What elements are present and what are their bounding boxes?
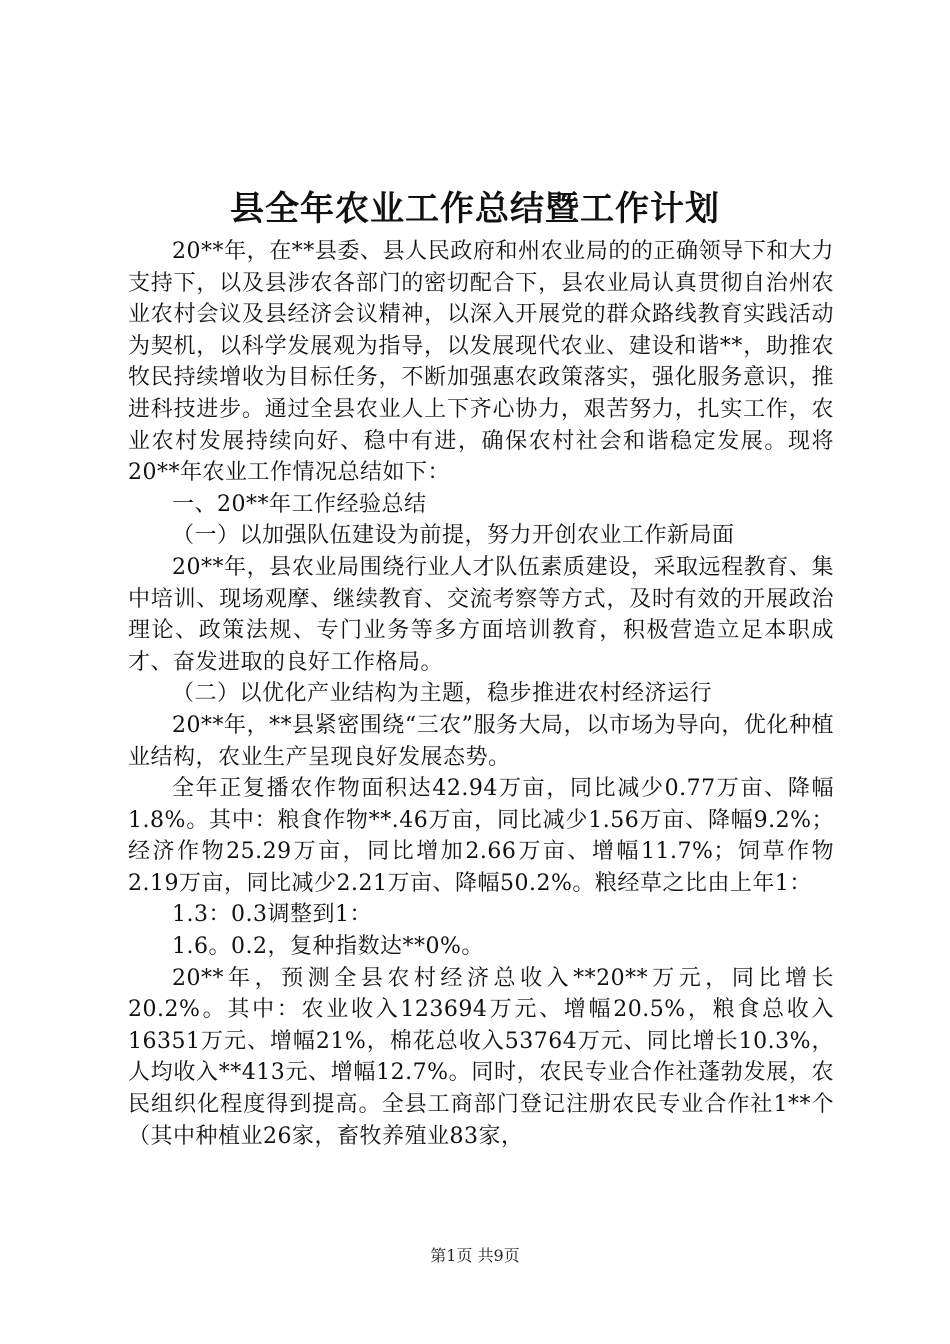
paragraph-ratio-1: 1.3：0.3调整到1： [172,902,372,928]
paragraph-team-building: 20**年，县农业局围绕行业人才队伍素质建设，采取远程教育、集中培训、现场观摩、继续教育、交流考察等方式，及时有效的开展政治理论、政策法规、专门业务等多方面培训教育，积极营造立足本职成才、奋发进取的良好工作格局。 [128,554,834,675]
paragraph-structure: 20**年，**县紧密围绕“三农”服务大局，以市场为导向，优化种植业结构，农业生产呈现良好发展态势。 [128,712,834,770]
paragraph-income: 20**年，预测全县农村经济总收入**20**万元，同比增长20.2%。其中：农业收入123694万元、增幅20.5%，粮食总收入16351万元、增幅21%，棉花总收入53764万元、同比增长10.3%，人均收入**413元、增幅12.7%。同时，农民专业合作社蓬勃发展，农民组织化程度得到提高。全县工商部门登记注册农民专业合作社1**个（其中种植业26家，畜牧养殖业83家， [128,965,834,1149]
subsection-heading-2: （二）以优化产业结构为主题，稳步推进农村经济运行 [172,681,713,707]
document-title: 县全年农业工作总结暨工作计划 [230,189,720,229]
page-footer: 第1页 共9页 [430,1246,520,1265]
document-body [128,236,834,1152]
paragraph-intro: 20**年，在**县委、县人民政府和州农业局的的正确领导下和大力支持下，以及县涉农各部门的密切配合下，县农业局认真贯彻自治州农业农村会议及县经济会议精神，以深入开展党的群众路线教育实践活动为契机，以科学发展观为指导，以发展现代农业、建设和谐**，助推农牧民持续增收为目标任务，不断加强惠农政策落实，强化服务意识，推进科技进步。通过全县农业人上下齐心协力，艰苦努力，扎实工作，农业农村发展持续向好、稳中有进，确保农村社会和谐稳定发展。现将20**年农业工作情况总结如下： [128,239,834,486]
subsection-heading-1: （一）以加强队伍建设为前提，努力开创农业工作新局面 [172,523,735,549]
paragraph-crop-area: 全年正复播农作物面积达42.94万亩，同比减少0.77万亩、降幅1.8%。其中：粮食作物**.46万亩，同比减少1.56万亩、降幅9.2%；经济作物25.29万亩，同比增加2.66万亩、增幅11.7%；饲草作物2.19万亩，同比减少2.21万亩、降幅50.2%。粮经草之比由上年1： [128,776,834,896]
section-heading-1: 一、20**年工作经验总结 [172,491,427,517]
paragraph-ratio-2: 1.6。0.2，复种指数达**0%。 [172,934,484,960]
